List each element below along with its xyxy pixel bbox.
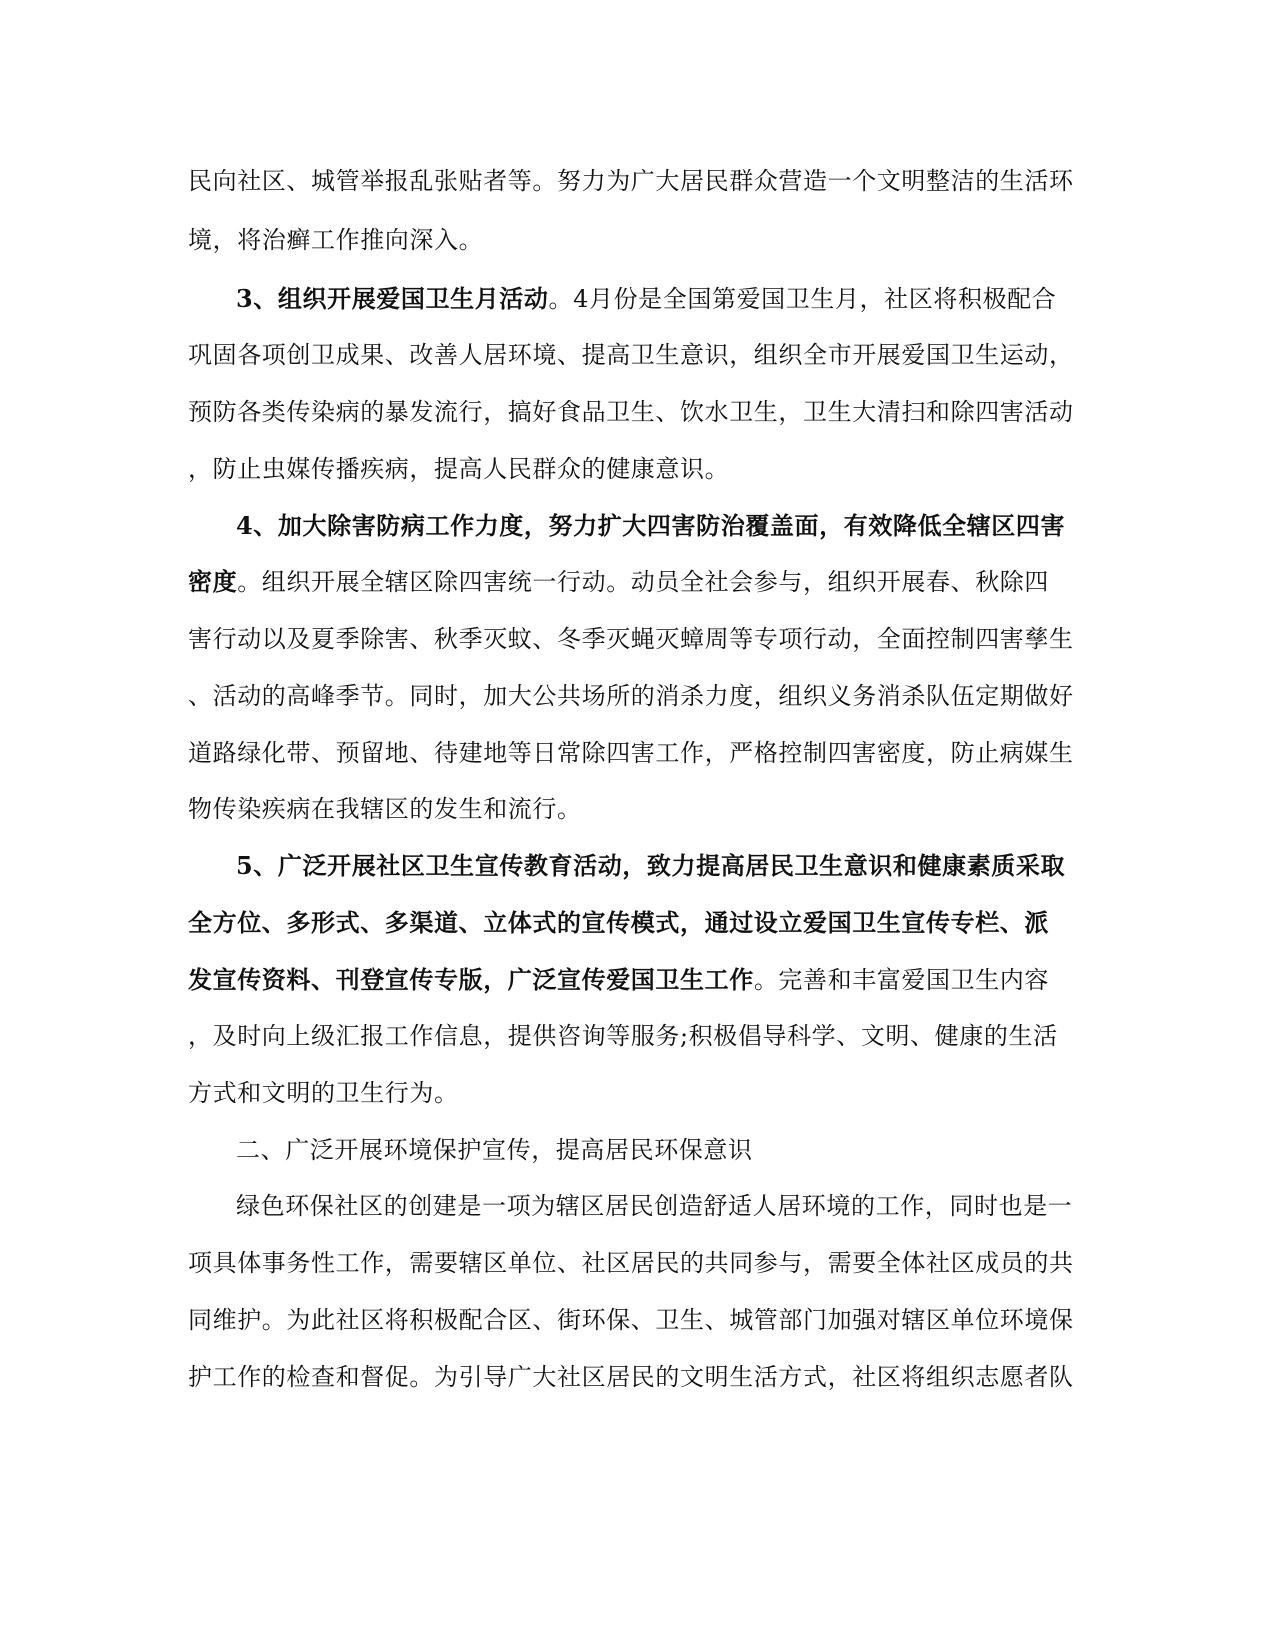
text-run: 绿色环保社区的创建是一项为辖区居民创造舒适人居环境的工作，同时也是一	[236, 1192, 1073, 1220]
text-line	[236, 1191, 1136, 1221]
text-line	[188, 1078, 1088, 1108]
text-run: 、活动的高峰季节。同时，加大公共场所的消杀力度，组织义务消杀队伍定期做好	[188, 682, 1074, 710]
text-run-bold: 全方位、多形式、多渠道、立体式的宣传模式，通过设立爱国卫生宣传专栏、派	[188, 908, 1049, 937]
text-line	[188, 738, 1088, 768]
text-run: ，及时向上级汇报工作信息，提供咨询等服务;积极倡导科学、文明、健康的生活	[188, 1022, 1058, 1050]
text-run: 。组织开展全辖区除四害统一行动。动员全社会参与，组织开展春、秋除四	[237, 568, 1050, 596]
text-run-bold: 5、广泛开展社区卫生宣传教育活动，致力提高居民卫生意识和健康素质采取	[236, 851, 1066, 880]
text-run-bold: 4、加大除害防病工作力度，努力扩大四害防治覆盖面，有效降低全辖区四害	[236, 511, 1066, 540]
text-line	[188, 1362, 1088, 1392]
text-run: 同维护。为此社区将积极配合区、街环保、卫生、城管部门加强对辖区单位环境保	[188, 1306, 1074, 1334]
text-line	[188, 965, 1088, 995]
text-run: 民向社区、城管举报乱张贴者等。努力为广大居民群众营造一个文明整洁的生活环	[188, 167, 1074, 195]
text-run: 护工作的检查和督促。为引导广大社区居民的文明生活方式，社区将组织志愿者队	[188, 1363, 1074, 1391]
text-run: ，防止虫媒传播疾病，提高人民群众的健康意识。	[188, 455, 730, 483]
text-run-bold: 密度	[188, 567, 238, 596]
text-line	[188, 166, 1088, 196]
text-run: 项具体事务性工作，需要辖区单位、社区居民的共同参与，需要全体社区成员的共	[188, 1249, 1074, 1277]
text-line	[188, 624, 1088, 654]
text-line	[188, 397, 1088, 427]
text-run: 巩固各项创卫成果、改善人居环境、提高卫生意识，组织全市开展爱国卫生运动，	[188, 341, 1074, 369]
text-line	[188, 567, 1088, 597]
text-line	[188, 340, 1088, 370]
text-line	[188, 908, 1088, 938]
text-line	[188, 1305, 1088, 1335]
text-line	[188, 1248, 1088, 1278]
text-run-bold: 发宣传资料、刊登宣传专版，广泛宣传爱国卫生工作	[188, 965, 754, 994]
text-run: 。4月份是全国第爱国卫生月，社区将积极配合	[548, 285, 1057, 313]
text-run: 物传染疾病在我辖区的发生和流行。	[188, 795, 582, 823]
text-run: 二、广泛开展环境保护宣传，提高居民环保意识	[236, 1136, 753, 1164]
text-line	[188, 681, 1088, 711]
text-line	[188, 1021, 1088, 1051]
section-heading	[236, 1135, 1136, 1165]
text-run-bold: 3、组织开展爱国卫生月活动	[236, 284, 549, 313]
text-run: 。完善和丰富爱国卫生内容	[753, 966, 1050, 994]
text-line	[236, 851, 1136, 881]
text-line	[236, 511, 1136, 541]
text-line	[236, 284, 1136, 314]
text-run: 方式和文明的卫生行为。	[188, 1079, 459, 1107]
text-line	[188, 794, 1088, 824]
text-run: 预防各类传染病的暴发流行，搞好食品卫生、饮水卫生，卫生大清扫和除四害活动	[188, 398, 1074, 426]
text-run: 境，将治癣工作推向深入。	[188, 226, 484, 254]
text-line	[188, 454, 1088, 484]
text-run: 道路绿化带、预留地、待建地等日常除四害工作，严格控制四害密度，防止病媒生	[188, 739, 1074, 767]
text-line	[188, 225, 1088, 255]
text-run: 害行动以及夏季除害、秋季灭蚊、冬季灭蝇灭蟑周等专项行动，全面控制四害孳生	[188, 625, 1074, 653]
